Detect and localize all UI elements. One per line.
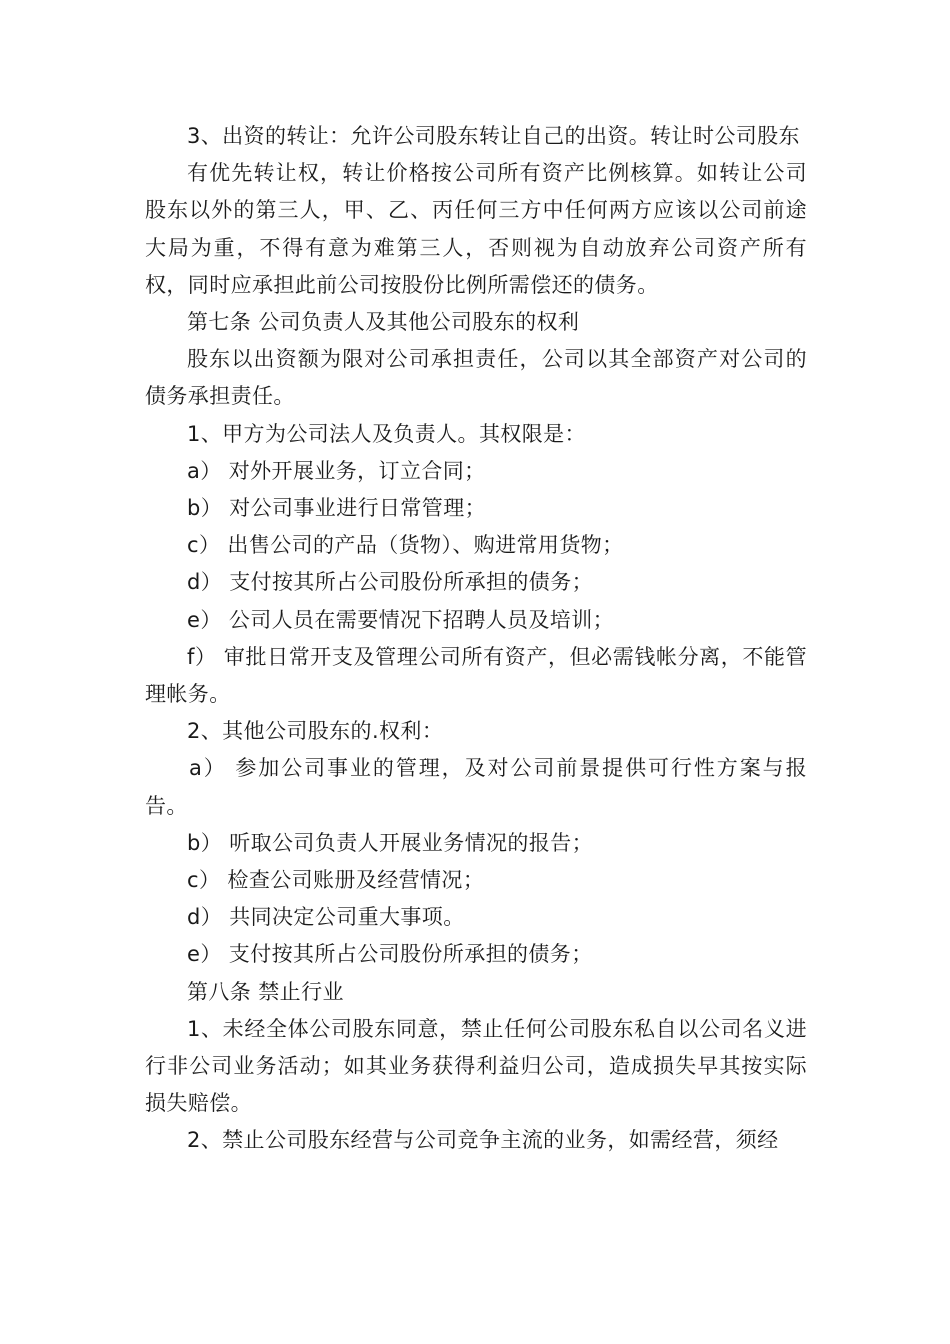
clause-1-prohibition: 1、未经全体公司股东同意，禁止任何公司股东私自以公司名义进行非公司业务活动；如其业务获得利益归公司，造成损失早其按实际损失赔偿。 <box>145 1016 807 1116</box>
clause-1-party-a: 1、甲方为公司法人及负责人。其权限是： <box>187 421 586 446</box>
list-item-c: c） 出售公司的产品（货物）、购进常用货物； <box>187 533 624 558</box>
paragraph-capital-transfer: 3、出资的转让：允许公司股东转让自己的出资。转让时公司股东 <box>187 124 800 148</box>
article-8-heading: 第八条 禁止行业 <box>187 979 344 1004</box>
list-item-a: a） 参加公司事业的管理，及对公司前景提供可行性方案与报告。 <box>145 756 807 818</box>
list-item-b: b） 听取公司负责人开展业务情况的报告； <box>187 830 594 855</box>
list-item-a: a） 对外开展业务，订立合同； <box>187 458 486 483</box>
list-item-d: d） 支付按其所占公司股份所承担的债务； <box>187 570 594 595</box>
clause-2-other-shareholders: 2、其他公司股东的.权利： <box>187 719 444 744</box>
list-item-f: f） 审批日常开支及管理公司所有资产，但必需钱帐分离，不能管理帐务。 <box>145 644 807 707</box>
list-item-e: e） 支付按其所占公司股份所承担的债务； <box>187 942 593 967</box>
document-page <box>145 118 807 1160</box>
list-item-e: e） 公司人员在需要情况下招聘人员及培训； <box>187 607 614 632</box>
paragraph-priority-transfer: 有优先转让权，转让价格按公司所有资产比例核算。如转让公司股东以外的第三人，甲、乙、丙任何三方中任何两方应该以公司前途大局为重，不得有意为难第三人，否则视为自动放弃公司资产所有权，同时应承担此前公司按股份比例所需偿还的债务。 <box>145 161 807 297</box>
clause-2-prohibition: 2、禁止公司股东经营与公司竞争主流的业务，如需经营，须经 <box>187 1128 779 1153</box>
list-item-d: d） 共同决定公司重大事项。 <box>187 905 465 930</box>
paragraph-liability: 股东以出资额为限对公司承担责任，公司以其全部资产对公司的债务承担责任。 <box>145 347 807 409</box>
article-7-heading: 第七条 公司负责人及其他公司股东的权利 <box>187 310 580 335</box>
list-item-c: c） 检查公司账册及经营情况； <box>187 868 485 893</box>
list-item-b: b） 对公司事业进行日常管理； <box>187 496 487 521</box>
